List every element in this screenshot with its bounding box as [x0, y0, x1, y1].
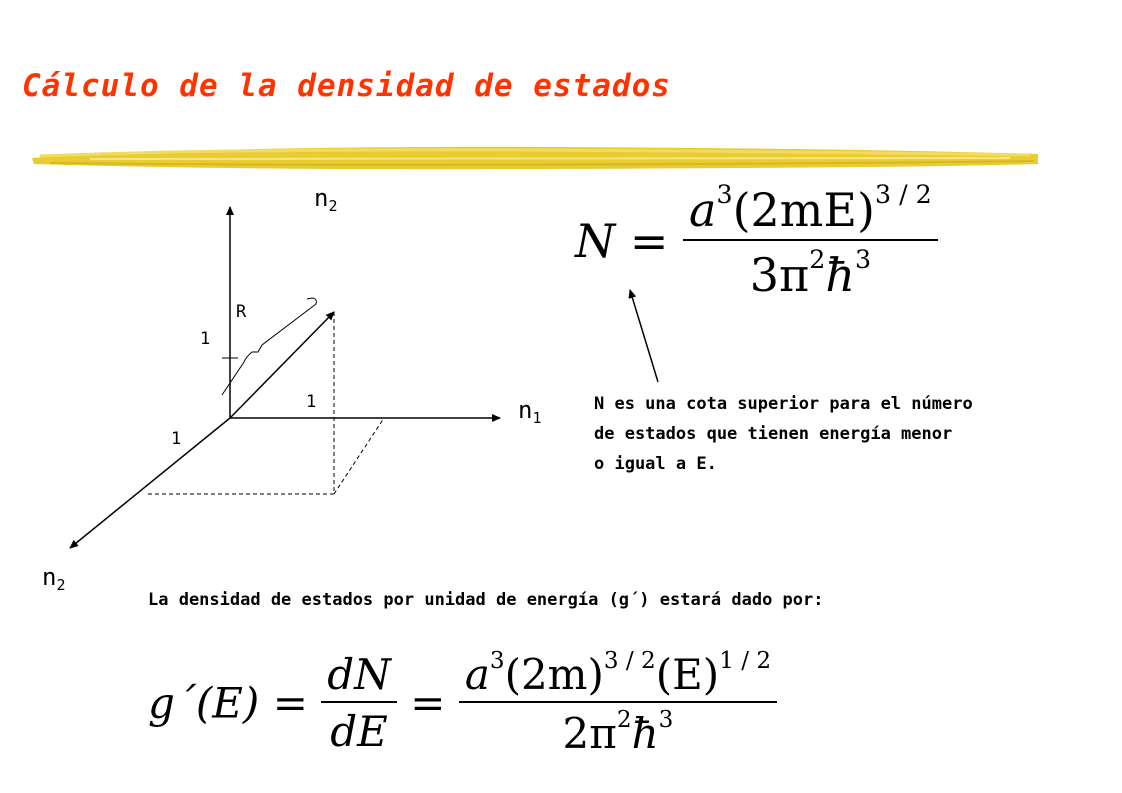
- density-paragraph: La densidad de estados por unidad de energía (g´) estará dado por:: [148, 590, 824, 610]
- axis-n2-bottom-label: $n_2$: [42, 563, 66, 594]
- note-line: N es una cota superior para el número: [594, 394, 973, 414]
- upper-bound-note: [594, 389, 973, 479]
- axis-n2-diagonal: [70, 418, 230, 548]
- radius-vector: [230, 312, 334, 418]
- tick-label-vertical: 1: [200, 329, 211, 349]
- axis-n2-top-label: $n_2$: [314, 184, 338, 215]
- note-line: o igual a E.: [594, 454, 717, 474]
- tick-label-depth: 1: [171, 429, 182, 449]
- page-title: Cálculo de la densidad de estados: [22, 68, 671, 104]
- equation-total-states: N = $\frac{a^3(2mE)^{3 / 2}}{3\pi^2ħ^3}$: [575, 180, 938, 302]
- axis-n1-label: $n_1$: [518, 396, 542, 427]
- equation-density-of-states: g´(E) = $\frac{dN}{dE}$ = $\frac{a^3(2m)^{3 / 2}(E)^{1 / 2}}{2\pi^2ħ^3}$: [148, 648, 777, 758]
- radius-label: R: [236, 302, 247, 322]
- note-line: de estados que tienen energía menor: [594, 424, 953, 444]
- note-arrow: [630, 290, 658, 382]
- tick-label-horizontal: 1: [306, 392, 317, 412]
- projection-diagonal: [334, 418, 384, 494]
